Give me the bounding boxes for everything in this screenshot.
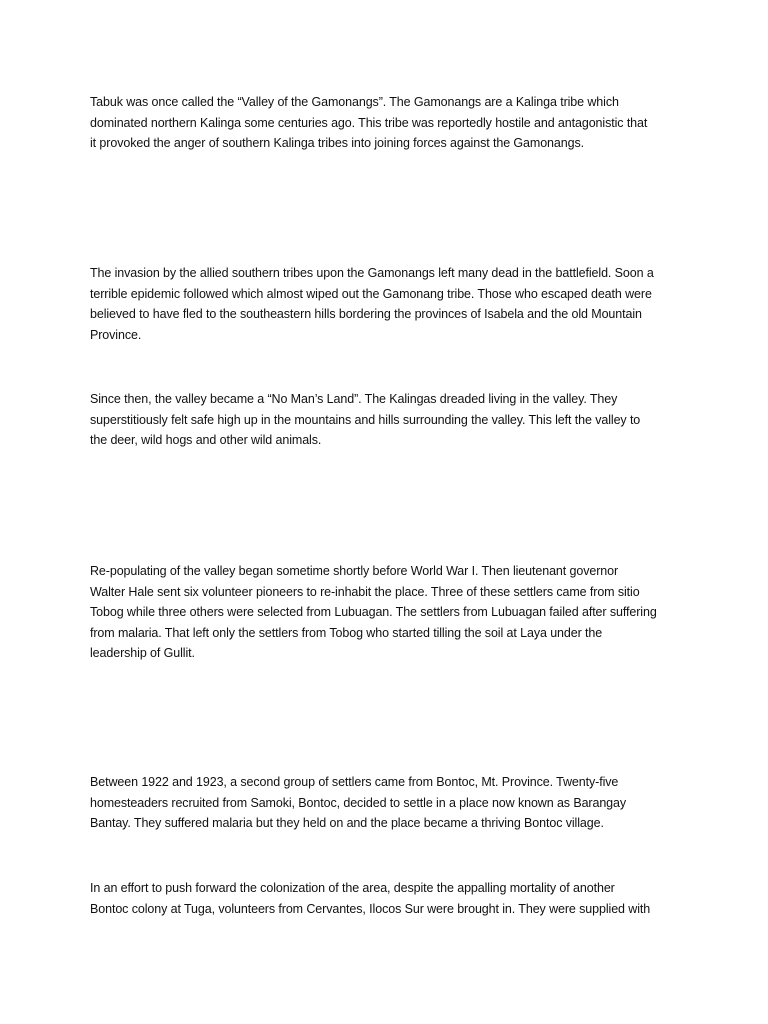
text-line: from malaria. That left only the settlers from Tobog who started tilling the soil at Laya under the [90,625,603,640]
text-line: Between 1922 and 1923, a second group of settlers came from Bontoc, Mt. Province. Twenty-five [90,775,619,789]
text-line: The invasion by the allied southern tribes upon the Gamonangs left many dead in the battlefield. Soon a [90,266,654,280]
text-line: homesteaders recruited from Samoki, Bontoc, decided to settle in a place now known as Barangay [90,795,627,810]
paragraph-bontoc-settlers [90,772,680,834]
paragraph-valley-of-gamonangs [90,92,680,154]
text-line: dominated northern Kalinga some centuries ago. This tribe was reportedly hostile and antagonistic that [90,115,648,130]
text-line: Tobog while three others were selected from Lubuagan. The settlers from Lubuagan failed after suffering [90,605,657,619]
paragraph-no-mans-land [90,389,680,451]
text-line: Bantay. They suffered malaria but they held on and the place became a thriving Bontoc village. [90,816,604,830]
text-line: Walter Hale sent six volunteer pioneers to re-inhabit the place. Three of these settlers came from sitio [90,584,640,599]
text-line: In an effort to push forward the colonization of the area, despite the appalling mortality of another [90,881,615,895]
text-line: Bontoc colony at Tuga, volunteers from Cervantes, Ilocos Sur were brought in. They were supplied with [90,901,651,916]
text-line: Re-populating of the valley began sometime shortly before World War I. Then lieutenant governor [90,564,619,578]
text-line: believed to have fled to the southeastern hills bordering the provinces of Isabela and the old Mountain [90,307,642,321]
paragraph-colonization [90,878,680,919]
text-line: terrible epidemic followed which almost wiped out the Gamonang tribe. Those who escaped death were [90,286,652,301]
text-line: Province. [90,327,142,342]
text-line: Since then, the valley became a “No Man’s Land”. The Kalingas dreaded living in the valley. They [90,392,618,406]
text-line: Tabuk was once called the “Valley of the Gamonangs”. The Gamonangs are a Kalinga tribe which [90,95,619,109]
text-line: the deer, wild hogs and other wild animals. [90,433,322,447]
paragraph-repopulating [90,561,680,664]
paragraph-invasion [90,263,680,345]
text-line: leadership of Gullit. [90,646,195,660]
text-line: superstitiously felt safe high up in the mountains and hills surrounding the valley. This left the valley to [90,412,641,427]
text-line: it provoked the anger of southern Kalinga tribes into joining forces against the Gamonangs. [90,136,584,150]
